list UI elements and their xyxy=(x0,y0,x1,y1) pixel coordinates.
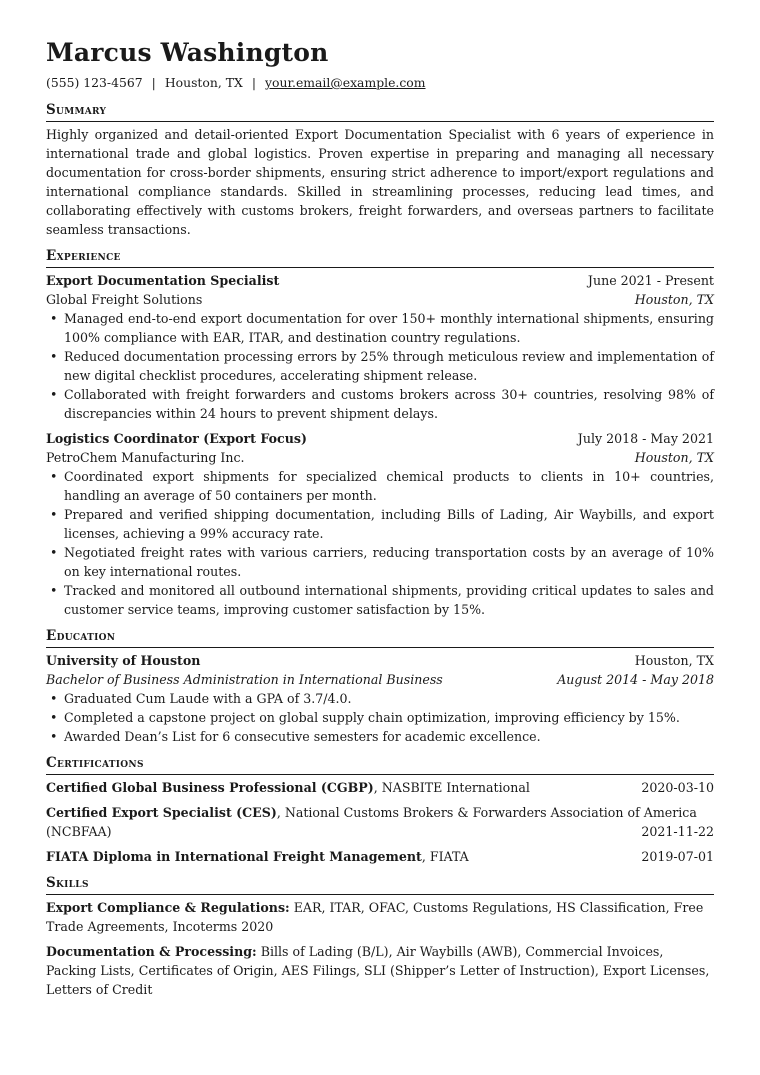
certification-date: 2021-11-22 xyxy=(641,824,714,839)
education-bullets xyxy=(46,689,714,746)
skill-item xyxy=(46,898,714,936)
certification-name: Certified Global Business Professional (CGBP) xyxy=(46,780,374,795)
job-bullet: • Managed end-to-end export documentation for over 150+ monthly international shipments, ensuring 100% compliance with EAR, ITAR, and destination country regulations. xyxy=(46,309,714,347)
section-title-skills: Skills xyxy=(46,873,714,895)
summary-text: Highly organized and detail-oriented Export Documentation Specialist with 6 years of experience in international trade and global logistics. Proven expertise in preparing and managing all necessary documentation for cross-border shipments, ensuring strict adherence to import/export regulations and international compliance standards. Skilled in streamlining processes, reducing lead times, and collaborating effectively with customs brokers, freight forwarders, and overseas partners to facilitate seamless transactions. xyxy=(46,127,714,237)
education-bullet: • Graduated Cum Laude with a GPA of 3.7/4.0. xyxy=(46,689,714,708)
job-company: Global Freight Solutions xyxy=(46,292,203,307)
education-bullet: • Awarded Dean’s List for 6 consecutive semesters for academic excellence. xyxy=(46,727,714,746)
skill-value: EAR, ITAR, OFAC, Customs Regulations, HS Classification, Free Trade Agreements, Incoterms 2020 xyxy=(46,900,704,934)
experience-section xyxy=(46,246,714,619)
certification-item xyxy=(46,847,714,866)
job-bullet: • Collaborated with freight forwarders and customs brokers across 30+ countries, resolving 98% of discrepancies within 24 hours to prevent shipment delays. xyxy=(46,385,714,423)
section-title-education: Education xyxy=(46,626,714,648)
school-name: University of Houston xyxy=(46,653,201,668)
certification-issuer: , FIATA xyxy=(421,849,469,864)
skill-value: Bills of Lading (B/L), Air Waybills (AWB), Commercial Invoices, Packing Lists, Certificates of Origin, AES Filings, SLI (Shipper’s Letter of Instruction), Export Licenses, Letters of Credit xyxy=(46,944,710,997)
job-position: Logistics Coordinator (Export Focus) xyxy=(46,431,307,446)
education-dates: August 2014 - May 2018 xyxy=(557,672,714,687)
job-bullet: • Prepared and verified shipping documentation, including Bills of Lading, Air Waybills, and export licenses, achieving a 99% accuracy rate. xyxy=(46,505,714,543)
section-title-certifications: Certifications xyxy=(46,753,714,775)
job-position: Export Documentation Specialist xyxy=(46,273,280,288)
school-location: Houston, TX xyxy=(634,653,714,668)
certification-date: 2019-07-01 xyxy=(641,849,714,864)
certification-name: Certified Export Specialist (CES) xyxy=(46,805,277,820)
location: Houston, TX xyxy=(164,75,243,90)
skill-label: Documentation & Processing: xyxy=(46,944,257,959)
certification-item xyxy=(46,778,714,797)
job-bullet: • Negotiated freight rates with various carriers, reducing transportation costs by an average of 10% on key international routes. xyxy=(46,543,714,581)
job-dates: June 2021 - Present xyxy=(587,273,714,288)
job-entry xyxy=(46,429,714,619)
job-bullets xyxy=(46,467,714,619)
summary-section xyxy=(46,100,714,239)
education-bullet: • Completed a capstone project on global supply chain optimization, improving efficiency by 15%. xyxy=(46,708,714,727)
contact-separator: | xyxy=(151,75,156,90)
job-bullet: • Reduced documentation processing errors by 25% through meticulous review and implementation of new digital checklist procedures, accelerating shipment release. xyxy=(46,347,714,385)
job-location: Houston, TX xyxy=(634,292,714,307)
job-dates: July 2018 - May 2021 xyxy=(577,431,714,446)
contact-separator: | xyxy=(251,75,257,90)
certifications-section xyxy=(46,753,714,866)
education-section xyxy=(46,626,714,746)
job-bullet: • Tracked and monitored all outbound international shipments, providing critical updates to sales and customer service teams, improving customer satisfaction by 15%. xyxy=(46,581,714,619)
candidate-name: Marcus Washington xyxy=(46,38,329,67)
job-bullets xyxy=(46,309,714,423)
job-bullet: • Coordinated export shipments for specialized chemical products to clients in 10+ countries, handling an average of 50 containers per month. xyxy=(46,467,714,505)
certification-issuer: , NASBITE International xyxy=(373,780,530,795)
phone-number: (555) 123-4567 xyxy=(46,75,143,90)
skills-section xyxy=(46,873,714,999)
skill-label: Export Compliance & Regulations: xyxy=(46,900,290,915)
section-title-experience: Experience xyxy=(46,246,714,268)
skill-item xyxy=(46,942,714,999)
certification-item xyxy=(46,803,714,841)
certification-name: FIATA Diploma in International Freight Management xyxy=(46,849,422,864)
degree: Bachelor of Business Administration in International Business xyxy=(46,672,443,687)
certification-date: 2020-03-10 xyxy=(641,780,714,795)
job-entry xyxy=(46,271,714,423)
section-title-summary: Summary xyxy=(46,100,714,122)
certification-issuer: , National Customs Brokers & Forwarders Association of America (NCBFAA) xyxy=(46,805,697,839)
job-company: PetroChem Manufacturing Inc. xyxy=(46,450,245,465)
email-link[interactable]: your.email@example.com xyxy=(265,75,426,90)
contact-line xyxy=(46,74,714,92)
job-location: Houston, TX xyxy=(634,450,714,465)
